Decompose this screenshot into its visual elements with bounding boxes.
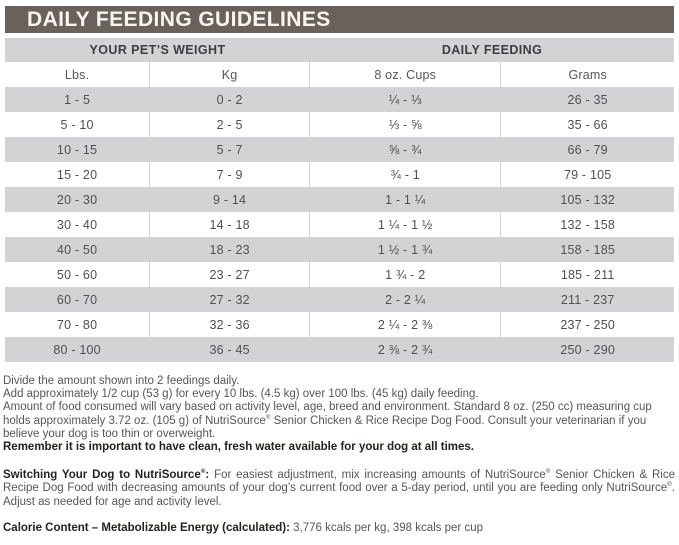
table-cell: ⅝ - ¾ xyxy=(310,137,501,162)
table-cell: 250 - 290 xyxy=(560,342,615,357)
table-cell: 5 - 7 xyxy=(150,137,310,162)
table-cell: ¾ - 1 xyxy=(310,162,501,187)
group-header-daily-feeding: DAILY FEEDING xyxy=(441,43,543,57)
table-cell: 50 - 60 xyxy=(5,262,150,287)
table-cell: 70 - 80 xyxy=(5,312,150,337)
table-cell: 35 - 66 xyxy=(567,117,608,132)
table-cell: 1 ¼ - 1 ½ xyxy=(310,212,501,237)
table-cell: 9 - 14 xyxy=(150,187,310,212)
table-cell: 185 - 211 xyxy=(560,267,615,282)
calorie-text: 3,776 kcals per kg, 398 kcals per cup xyxy=(293,521,483,534)
table-cell: 30 - 40 xyxy=(5,212,150,237)
table-cell: ¼ - ⅓ xyxy=(310,87,501,112)
table-row xyxy=(5,337,674,362)
switching-label: Switching Your Dog to NutriSource®: xyxy=(3,468,210,482)
table-row xyxy=(5,137,674,162)
table-row xyxy=(5,262,674,287)
note-line-amount: Amount of food consumed will vary based on activity level, age, breed and environment. Standard 8 oz. (250 cc) measuring cup holds approximately 3.72 oz. (105 g) of NutriSource® Senior Chicken & Rice Recipe Dog Food. Consult your veterinarian if you believe your dog is too thin or overweight. xyxy=(3,401,652,440)
table-cell: 2 ¼ - 2 ⅜ xyxy=(310,312,501,337)
table-cell: 105 - 132 xyxy=(560,192,615,207)
table-row xyxy=(5,237,674,262)
table-cell: 237 - 250 xyxy=(560,317,615,332)
table-cell: 7 - 9 xyxy=(150,162,310,187)
note-switching xyxy=(3,469,675,509)
calorie-label: Calorie Content – Metabolizable Energy (calculated): xyxy=(3,521,290,534)
table-cell: 2 - 5 xyxy=(150,112,310,137)
switching-text: For easiest adjustment, mix increasing amounts of NutriSource® Senior Chicken & Rice Recipe Dog Food with decreasing amounts of your dog’s current food over a 5-day period, until you are feeding only NutriSource®. Adjust as needed for age and activity level. xyxy=(3,468,676,508)
column-header-lbs: Lbs. xyxy=(5,62,150,87)
page-title: DAILY FEEDING GUIDELINES xyxy=(27,7,331,31)
table-cell: 0 - 2 xyxy=(150,87,310,112)
table-cell: 15 - 20 xyxy=(5,162,150,187)
table-row xyxy=(5,212,674,237)
table-cell: 60 - 70 xyxy=(5,287,150,312)
table-row xyxy=(5,112,674,137)
table-cell: 23 - 27 xyxy=(150,262,310,287)
table-cell: 2 - 2 ¼ xyxy=(310,287,501,312)
table-cell: 79 - 105 xyxy=(563,167,612,182)
table-cell: 211 - 237 xyxy=(560,292,615,307)
group-header-row xyxy=(5,38,674,62)
table-cell: 18 - 23 xyxy=(150,237,310,262)
table-cell: 36 - 45 xyxy=(150,337,310,362)
table-cell: 66 - 79 xyxy=(567,142,608,157)
column-header-cups: 8 oz. Cups xyxy=(310,62,501,87)
table-cell: 80 - 100 xyxy=(5,337,150,362)
table-cell: 20 - 30 xyxy=(5,187,150,212)
table-cell: 26 - 35 xyxy=(567,92,608,107)
table-cell: 32 - 36 xyxy=(150,312,310,337)
table-cell: 27 - 32 xyxy=(150,287,310,312)
group-header-pet-weight: YOUR PET’S WEIGHT xyxy=(89,43,226,57)
table-cell: 40 - 50 xyxy=(5,237,150,262)
notes-section xyxy=(3,375,675,535)
table-row xyxy=(5,312,674,337)
table-body xyxy=(5,87,674,362)
note-line-divide: Divide the amount shown into 2 feedings daily. xyxy=(3,375,240,387)
table-cell: 5 - 10 xyxy=(5,112,150,137)
table-cell: ⅓ - ⅝ xyxy=(310,112,501,137)
feeding-table xyxy=(5,38,674,362)
column-header-kg: Kg xyxy=(150,62,310,87)
table-row xyxy=(5,162,674,187)
note-calorie xyxy=(3,522,675,535)
table-row xyxy=(5,287,674,312)
table-cell: 2 ⅜ - 2 ¾ xyxy=(310,337,501,362)
table-cell: 1 ¾ - 2 xyxy=(310,262,501,287)
table-row xyxy=(5,187,674,212)
table-cell: 1 ½ - 1 ¾ xyxy=(310,237,501,262)
column-header-grams: Grams xyxy=(568,67,607,82)
table-cell: 1 - 1 ¼ xyxy=(310,187,501,212)
table-cell: 10 - 15 xyxy=(5,137,150,162)
note-line-add: Add approximately 1/2 cup (53 g) for every 10 lbs. (4.5 kg) over 100 lbs. (45 kg) daily feeding. xyxy=(3,388,479,401)
table-cell: 1 - 5 xyxy=(5,87,150,112)
table-cell: 132 - 158 xyxy=(560,217,615,232)
column-header-row xyxy=(5,62,674,87)
table-row xyxy=(5,87,674,112)
title-bar xyxy=(5,6,674,33)
note-line-water: Remember it is important to have clean, fresh water available for your dog at all times. xyxy=(3,441,475,454)
table-cell: 158 - 185 xyxy=(560,242,615,257)
table-cell: 14 - 18 xyxy=(150,212,310,237)
